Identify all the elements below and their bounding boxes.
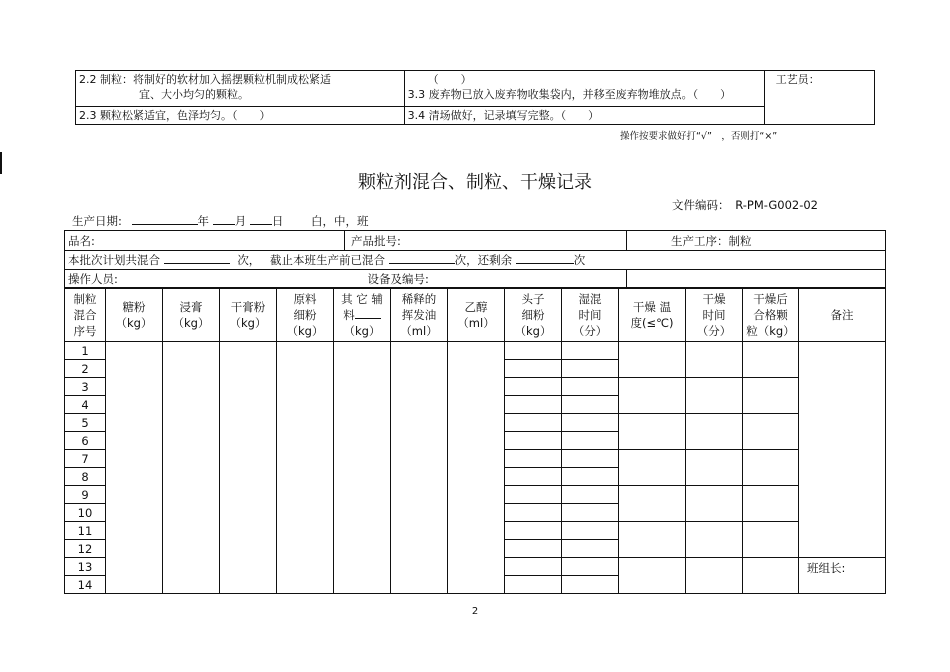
col-sugar-l2: （kg） — [115, 316, 153, 330]
col-dry-extract-l1: 干膏粉 — [230, 300, 266, 314]
craftsman-label: 工艺员： — [775, 73, 820, 86]
checklist-cell-2-2 — [76, 71, 405, 107]
row-number: 11 — [65, 522, 106, 540]
cell — [505, 360, 562, 378]
col-drytime-l2: 时间 — [702, 308, 726, 322]
row-number: 10 — [65, 504, 106, 522]
col-oil-l1: 稀释的 — [401, 292, 437, 306]
year-label: 年 — [197, 214, 210, 228]
mix-left-blank — [516, 252, 574, 264]
row-number: 2 — [65, 360, 106, 378]
checklist-cell-3-2 — [404, 71, 764, 107]
table-row — [65, 342, 886, 360]
col-ethanol-l1: 乙醇 — [464, 300, 488, 314]
col-temp-l2: 度(≤℃) — [630, 316, 674, 330]
mix-done-prefix: 截止本班生产前已混合 — [269, 253, 385, 267]
record-table — [64, 288, 886, 594]
cell — [106, 342, 163, 594]
cell — [505, 558, 562, 576]
col-qual-l2: 合格颗 — [753, 308, 788, 322]
product-name-cell — [65, 231, 345, 251]
col-header-ethanol — [448, 289, 505, 342]
cell — [505, 378, 562, 396]
team-leader-label: 班组长: — [807, 561, 846, 575]
cell — [743, 450, 799, 486]
cell — [505, 504, 562, 522]
col-header-qualified-granules — [743, 289, 799, 342]
col-header-head-powder — [505, 289, 562, 342]
cell — [277, 342, 334, 594]
batch-cell — [345, 231, 627, 251]
row-number: 12 — [65, 540, 106, 558]
row-number: 3 — [65, 378, 106, 396]
item-3-2-tail: （ ） — [427, 73, 472, 86]
cell — [562, 360, 619, 378]
col-head-l2: 细粉 — [521, 308, 545, 322]
row-number: 9 — [65, 486, 106, 504]
item-3-4: 3.4 清场做好，记录填写完整。（ ） — [404, 107, 764, 125]
batch-label: 产品批号: — [351, 233, 401, 248]
craftsman-cell — [764, 71, 874, 125]
cell — [743, 378, 799, 414]
checklist-table — [75, 70, 875, 125]
cell — [686, 378, 743, 414]
cell — [619, 486, 686, 522]
production-date-row — [72, 213, 369, 229]
cell — [505, 432, 562, 450]
shift-label: 白，中，班 — [311, 214, 369, 228]
operator-row-rest — [627, 270, 886, 288]
col-header-raw-powder — [277, 289, 334, 342]
col-ethanol-l2: （ml） — [457, 316, 495, 330]
col-seq-l1: 制粒 — [73, 292, 97, 306]
col-header-other-excipient — [334, 289, 391, 342]
row-number: 14 — [65, 576, 106, 594]
cell — [619, 414, 686, 450]
info-table — [64, 230, 886, 288]
cell — [505, 396, 562, 414]
col-wet-l3: （分） — [572, 324, 608, 338]
cell — [505, 576, 562, 594]
cell — [505, 468, 562, 486]
col-extract-l1: 浸膏 — [179, 300, 203, 314]
col-other-l3: （kg） — [343, 324, 381, 338]
col-other-l2 — [334, 307, 390, 323]
row-number: 5 — [65, 414, 106, 432]
col-raw-l1: 原料 — [293, 292, 317, 306]
year-blank — [132, 213, 198, 225]
cell — [743, 342, 799, 378]
col-header-sugar — [106, 289, 163, 342]
cell — [505, 522, 562, 540]
col-other-l2-text: 料 — [343, 308, 355, 322]
process-label: 生产工序：制粒 — [671, 233, 752, 248]
row-number: 8 — [65, 468, 106, 486]
cell — [562, 342, 619, 360]
row-number: 13 — [65, 558, 106, 576]
row-number: 1 — [65, 342, 106, 360]
item-2-2-line2: 宜、大小均匀的颗粒。 — [139, 88, 249, 101]
mix-count-cell — [65, 251, 886, 270]
cell — [743, 558, 799, 594]
mix-plan-prefix: 本批次计划共混合 — [68, 253, 160, 267]
col-head-l3: （kg） — [514, 324, 552, 338]
equipment-label: 设备及编号: — [367, 271, 429, 286]
cell — [505, 342, 562, 360]
row-number: 6 — [65, 432, 106, 450]
cell — [163, 342, 220, 594]
row-number: 4 — [65, 396, 106, 414]
cell — [686, 558, 743, 594]
col-seq-l3: 序号 — [73, 324, 97, 338]
item-3-3: 3.3 废弃物已放入废弃物收集袋内，并移至废弃物堆放点。（ ） — [407, 88, 732, 101]
team-leader-cell — [799, 558, 886, 594]
cell — [391, 342, 448, 594]
day-blank — [250, 213, 272, 225]
operator-cell — [65, 270, 627, 288]
col-dry-extract-l2: （kg） — [229, 316, 267, 330]
cell — [562, 576, 619, 594]
col-qual-l1: 干燥后 — [753, 292, 788, 306]
cell — [686, 450, 743, 486]
col-header-dry-time — [686, 289, 743, 342]
col-seq-l2: 混合 — [73, 308, 97, 322]
header-row — [65, 289, 886, 342]
cell — [619, 558, 686, 594]
cell — [562, 450, 619, 468]
col-qual-l3: 粒（kg） — [746, 324, 795, 338]
col-header-dry-extract — [220, 289, 277, 342]
col-extract-l2: （kg） — [172, 316, 210, 330]
month-label: 月 — [234, 214, 247, 228]
cell — [743, 414, 799, 450]
mix-left-unit: 次 — [573, 253, 586, 267]
cell — [562, 522, 619, 540]
cell — [505, 540, 562, 558]
row-number: 7 — [65, 450, 106, 468]
cell — [562, 468, 619, 486]
col-head-l1: 头子 — [521, 292, 545, 306]
col-header-wet-mix-time — [562, 289, 619, 342]
cell — [562, 432, 619, 450]
col-header-remarks: 备注 — [799, 289, 886, 342]
cell — [562, 378, 619, 396]
col-wet-l2: 时间 — [578, 308, 602, 322]
cell — [505, 450, 562, 468]
cell — [799, 342, 886, 558]
cell — [220, 342, 277, 594]
product-name-label: 品名: — [68, 233, 95, 248]
col-header-seq — [65, 289, 106, 342]
cell — [686, 522, 743, 558]
col-other-l1: 其 它 辅 — [341, 292, 383, 306]
col-raw-l3: （kg） — [286, 324, 324, 338]
cell — [619, 378, 686, 414]
cell — [562, 396, 619, 414]
col-header-dry-temp — [619, 289, 686, 342]
col-oil-l3: （ml） — [400, 324, 438, 338]
col-raw-l2: 细粉 — [293, 308, 317, 322]
cell — [743, 486, 799, 522]
mix-done-blank — [389, 252, 455, 264]
cell — [686, 414, 743, 450]
cell — [448, 342, 505, 594]
doc-code: 文件编码： R-PM-G002-02 — [672, 198, 818, 212]
col-drytime-l1: 干燥 — [702, 292, 726, 306]
cell — [686, 486, 743, 522]
col-header-volatile-oil — [391, 289, 448, 342]
production-date-label: 生产日期: — [72, 214, 122, 228]
col-drytime-l3: （分） — [696, 324, 732, 338]
col-temp-l1: 干燥 温 — [632, 300, 672, 314]
cell — [505, 414, 562, 432]
cell — [619, 450, 686, 486]
mix-plan-blank — [164, 252, 230, 264]
check-note: 操作按要求做好打“√” ，否则打“×” — [620, 131, 778, 142]
cell — [686, 342, 743, 378]
mix-plan-unit: 次， — [237, 253, 261, 267]
cell — [505, 486, 562, 504]
cell — [562, 414, 619, 432]
operator-label: 操作人员: — [68, 271, 118, 286]
col-oil-l2: 挥发油 — [401, 308, 437, 322]
col-other-blank — [355, 307, 381, 319]
col-wet-l1: 湿混 — [578, 292, 602, 306]
page-number: 2 — [471, 606, 479, 617]
month-blank — [213, 213, 235, 225]
cell — [334, 342, 391, 594]
mix-done-unit: 次，还剩余 — [454, 253, 513, 267]
cell — [562, 486, 619, 504]
cell — [562, 504, 619, 522]
cell — [619, 522, 686, 558]
day-label: 日 — [271, 214, 284, 228]
process-cell — [627, 231, 886, 251]
col-sugar-l1: 糖粉 — [122, 300, 146, 314]
page-title: 颗粒剂混合、制粒、干燥记录 — [358, 172, 592, 193]
cell — [619, 342, 686, 378]
cell — [743, 522, 799, 558]
item-2-2-line1: 2.2 制粒：将制好的软材加入摇摆颗粒机制成松紧适 — [79, 73, 331, 86]
item-2-3: 2.3 颗粒松紧适宜，色泽均匀。（ ） — [76, 107, 405, 125]
cell — [562, 558, 619, 576]
cell — [562, 540, 619, 558]
col-header-extract — [163, 289, 220, 342]
